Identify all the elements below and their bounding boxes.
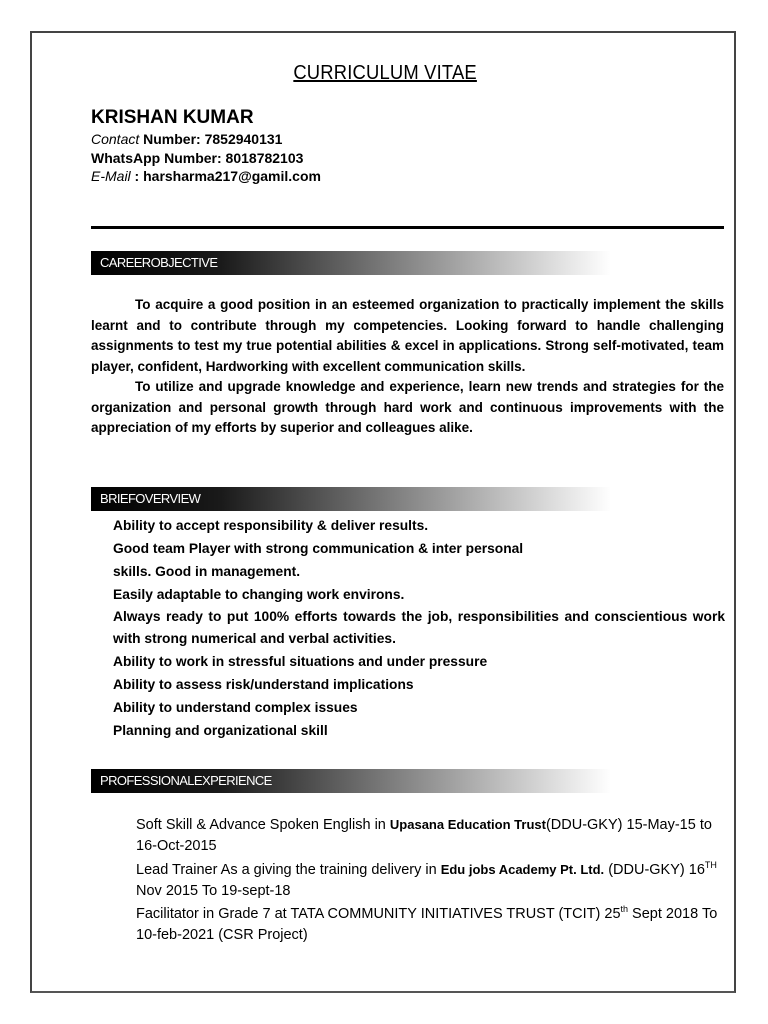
- objective-paragraph: To acquire a good position in an esteemed organization to practically implement the skills learnt and to contribute through my competencies. Looking forward to handle challenging assignments to test my true potential abilities & excel in applications. Strong self-motivated, team player, confident, Hardworking with excellent communication skills.: [91, 297, 724, 374]
- email: [91, 168, 321, 184]
- contact-number: [91, 131, 282, 147]
- experience-item: [136, 859, 726, 902]
- ordinal-suffix: th: [620, 904, 629, 915]
- email-value: : harsharma217@gamil.com: [130, 168, 321, 184]
- document-title: CURRICULUM VITAE: [293, 62, 477, 84]
- overview-list: [113, 514, 725, 742]
- header-divider: [91, 226, 724, 229]
- list-item: Ability to work in stressful situations and under pressure: [113, 654, 488, 669]
- objective-text: [91, 295, 724, 439]
- list-item: Planning and organizational skill: [113, 723, 328, 738]
- experience-org: Upasana Education Trust: [389, 817, 546, 832]
- list-item: Ability to assess risk/understand implications: [113, 677, 414, 692]
- experience-org: Edu jobs Academy Pt. Ltd.: [440, 862, 605, 877]
- experience-detail: (DDU-GKY) 16: [604, 862, 705, 878]
- list-item: Good team Player with strong communication & inter personal: [113, 541, 524, 556]
- section-header-brief-overview: BRIEFOVERVIEW: [91, 487, 611, 511]
- ordinal-suffix: TH: [704, 860, 717, 871]
- candidate-name: KRISHAN KUMAR: [91, 107, 254, 128]
- list-item: Ability to understand complex issues: [113, 700, 358, 715]
- experience-role: Facilitator in Grade 7 at TATA COMMUNITY INITIATIVES TRUST (TCIT) 25: [136, 906, 621, 922]
- section-header-professional-experience: PROFESSIONALEXPERIENCE: [91, 769, 611, 793]
- experience-detail: Sept 2018 To 10-feb-2021 (CSR Project): [136, 906, 718, 943]
- list-item: Ability to accept responsibility & deliver results.: [113, 518, 429, 533]
- contact-value: Number: 7852940131: [139, 131, 283, 147]
- whatsapp-number: WhatsApp Number: 8018782103: [91, 150, 304, 166]
- list-item: Always ready to put 100% efforts towards the job, responsibilities and conscientious work with strong numerical and verbal activities.: [113, 609, 725, 646]
- email-label: E-Mail: [91, 168, 131, 184]
- experience-detail: (DDU-GKY) 15-May-15 to 16-Oct-2015: [136, 817, 712, 854]
- section-header-career-objective: CAREEROBJECTIVE: [91, 251, 611, 275]
- list-item: skills. Good in management.: [113, 564, 301, 579]
- contact-label: Contact: [91, 131, 140, 147]
- objective-paragraph: To utilize and upgrade knowledge and experience, learn new trends and strategies for the organization and personal growth through hard work and continuous improvements with the appreciation of my efforts by superior and colleagues alike.: [91, 379, 724, 435]
- experience-item: [136, 814, 726, 857]
- experience-role: Lead Trainer As a giving the training delivery in: [136, 862, 441, 878]
- experience-list: [136, 814, 726, 948]
- list-item: Easily adaptable to changing work environs.: [113, 587, 405, 602]
- experience-role: Soft Skill & Advance Spoken English in: [136, 817, 390, 833]
- experience-detail: Nov 2015 To 19-sept-18: [136, 883, 291, 899]
- experience-item: [136, 904, 726, 946]
